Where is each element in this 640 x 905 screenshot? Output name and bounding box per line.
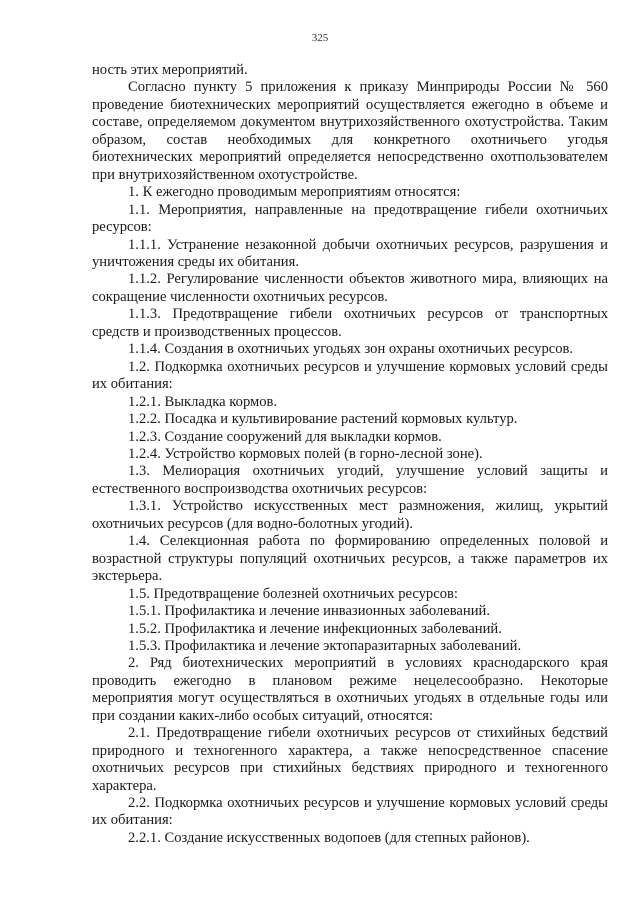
paragraph: 1.2.1. Выкладка кормов. <box>128 393 278 410</box>
paragraph: 1. К ежегодно проводимым мероприятиям относятся: <box>128 184 461 201</box>
paragraph: 1.1.2. Регулирование численности объектов животного мира, влияющих на сокращение численности охотничьих ресурсов. <box>92 271 608 305</box>
paragraph: 1.2. Подкормка охотничьих ресурсов и улучшение кормовых условий среды их обитания: <box>92 358 608 393</box>
paragraph: 1.3. Мелиорация охотничьих угодий, улучшение условий защиты и естественного воспроизводства охотничьих ресурсов: <box>92 463 608 497</box>
paragraph: 1.5.1. Профилактика и лечение инвазионных заболеваний. <box>128 603 490 620</box>
paragraph: 1.5.3. Профилактика и лечение эктопаразитарных заболеваний. <box>128 637 522 654</box>
paragraph: 2. Ряд биотехнических мероприятий в условиях краснодарского края проводить ежегодно в плановом режиме нецелесообразно. Некоторые мероприятия могут осуществляться в охотничьих угодьях в отдельные годы или при создании каких-либо особых ситуаций, относятся: <box>92 655 608 724</box>
paragraph: 1.2.4. Устройство кормовых полей (в горно-лесной зоне). <box>128 445 483 462</box>
document-body <box>92 62 608 847</box>
paragraph: 1.3.1. Устройство искусственных мест размножения, жилищ, укрытий охотничьих ресурсов (для водно-болотных угодий). <box>92 498 608 532</box>
paragraph: 2.2. Подкормка охотничьих ресурсов и улучшение кормовых условий среды их обитания: <box>92 795 608 829</box>
paragraph: 1.1.1. Устранение незаконной добычи охотничьих ресурсов, разрушения и уничтожения среды их обитания. <box>92 236 608 270</box>
paragraph: Согласно пункту 5 приложения к приказу Минприроды России № 560 проведение биотехнических мероприятий осуществляется ежегодно в объеме и составе, определяемом документом внутрихозяйственного охотустройства. Таким образом, состав необходимых для конкретного охотничьего угодья биотехнических мероприятий определяется непосредственно охотпользователем при внутрихозяйственном охотустройстве. <box>92 79 608 183</box>
paragraph: 1.4. Селекционная работа по формированию определенных половой и возрастной структуры популяций охотничьих ресурсов, а также параметров их экстерьера. <box>92 533 608 585</box>
paragraph: 1.2.3. Создание сооружений для выкладки кормов. <box>128 428 442 445</box>
paragraph: 2.2.1. Создание искусственных водопоев (для степных районов). <box>128 829 530 846</box>
paragraph: 1.1.3. Предотвращение гибели охотничьих ресурсов от транспортных средств и производственных процессов. <box>92 306 608 340</box>
paragraph: 1.5.2. Профилактика и лечение инфекционных заболеваний. <box>128 620 502 637</box>
paragraph: 1.1.4. Создания в охотничьих угодьях зон охраны охотничьих ресурсов. <box>128 341 574 358</box>
page-number: 325 <box>311 32 329 44</box>
paragraph: 2.1. Предотвращение гибели охотничьих ресурсов от стихийных бедствий природного и техногенного характера, а также непосредственное спасение охотничьих ресурсов при стихийных бедствиях природного и техногенного характера. <box>92 725 608 794</box>
paragraph: 1.2.2. Посадка и культивирование растений кормовых культур. <box>128 411 518 428</box>
paragraph: ность этих мероприятий. <box>92 62 248 78</box>
paragraph: 1.5. Предотвращение болезней охотничьих ресурсов: <box>128 585 458 602</box>
paragraph: 1.1. Мероприятия, направленные на предотвращение гибели охотничьих ресурсов: <box>92 201 608 236</box>
